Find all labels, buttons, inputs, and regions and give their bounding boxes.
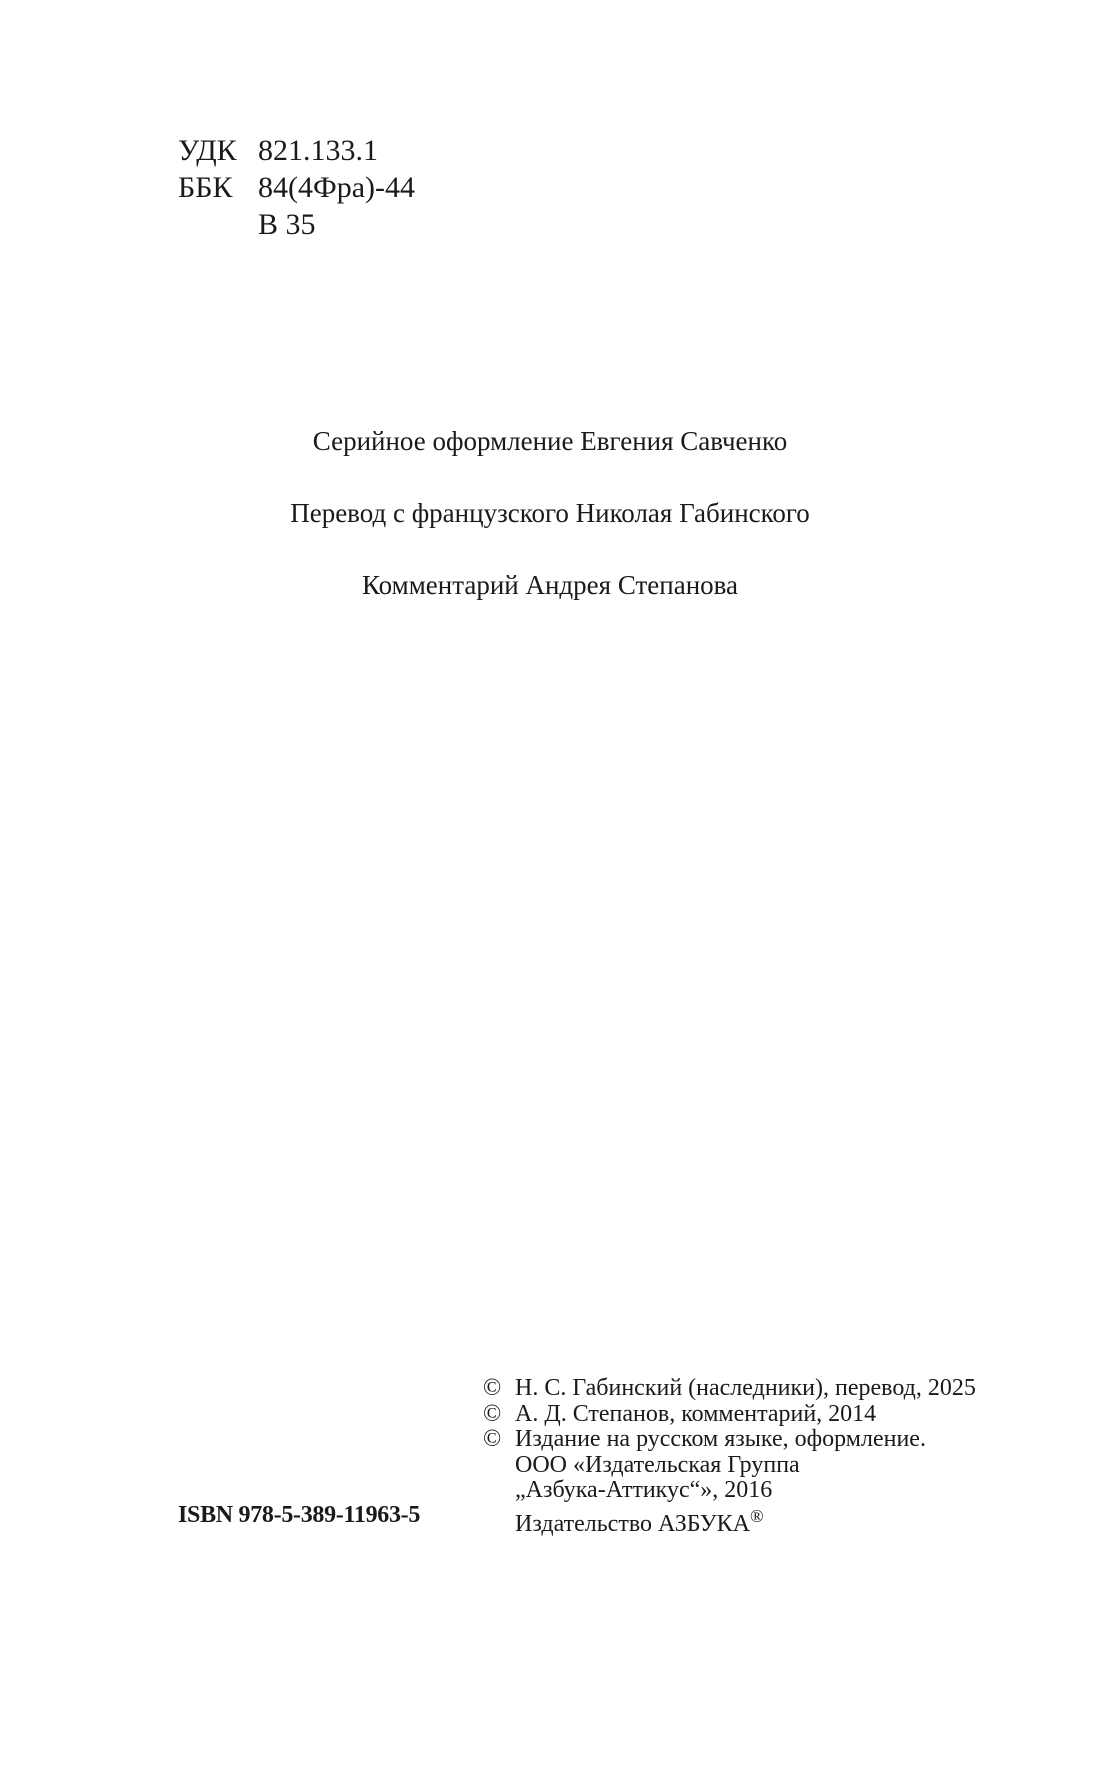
publisher-line: ООО «Издательская Группа <box>515 1451 800 1478</box>
udk-label: УДК <box>178 134 237 167</box>
copyright-edition: Издание на русском языке, оформление. <box>515 1426 926 1452</box>
bbk-row <box>178 169 415 206</box>
copyright-commentary: А. Д. Степанов, комментарий, 2014 <box>515 1400 877 1427</box>
classification-block <box>178 132 415 243</box>
isbn: ISBN 978-5-389-11963-5 <box>178 1502 421 1528</box>
copyright-line <box>483 1402 976 1428</box>
bbk-label: ББК <box>178 171 233 204</box>
publisher-line: „Азбука-Аттикус“», 2016 <box>515 1477 773 1503</box>
author-mark-row <box>178 206 415 243</box>
copyright-line <box>483 1376 976 1402</box>
publisher-name: Издательство АЗБУКА <box>515 1510 751 1537</box>
commentary-credit: Комментарий Андрея Степанова <box>361 570 739 600</box>
udk-value: 821.133.1 <box>258 134 378 167</box>
author-mark: В 35 <box>258 208 316 241</box>
udk-row <box>178 132 415 169</box>
registered-mark: ® <box>750 1505 764 1526</box>
copyright-symbol: © <box>483 1400 502 1427</box>
copyright-line <box>483 1427 976 1453</box>
copyright-block <box>483 1376 976 1537</box>
bbk-value: 84(4Фра)-44 <box>258 171 415 204</box>
design-credit: Серийное оформление Евгения Савченко <box>312 426 788 456</box>
translation-credit: Перевод с французского Николая Габинского <box>290 498 810 528</box>
copyright-translation: Н. С. Габинский (наследники), перевод, 2025 <box>515 1375 976 1401</box>
copyright-symbol: © <box>483 1426 502 1452</box>
publisher-imprint <box>483 1504 976 1538</box>
copyright-symbol: © <box>483 1375 502 1401</box>
